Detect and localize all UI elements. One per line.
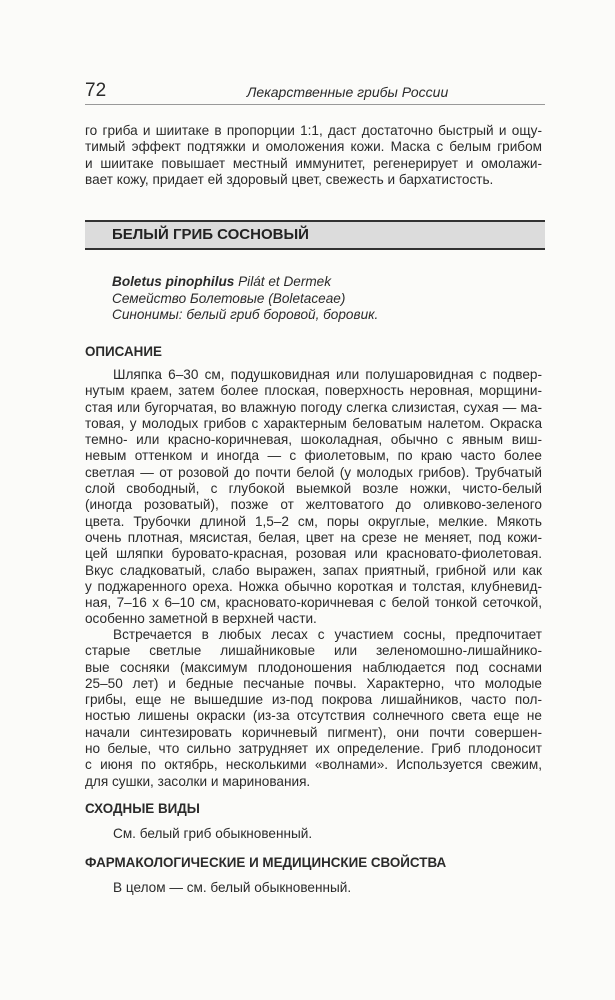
- running-title: Лекарственные грибы России: [246, 84, 449, 100]
- text-line: с июня по октябрь, несколькими «волнами». Используется свежим,: [85, 757, 542, 773]
- text-line: темно- или красно-коричневая, шоколадная, обычно с явным виш-: [85, 432, 542, 448]
- text-line: невым оттенком и иногда — с фиолетовым, по краю часто более: [85, 448, 542, 464]
- section-title: БЕЛЫЙ ГРИБ СОСНОВЫЙ: [112, 226, 309, 243]
- synonyms: Синонимы: белый гриб боровой, боровик.: [112, 307, 379, 322]
- page-number: 72: [85, 80, 107, 101]
- text-line: у поджаренного ореха. Ножка обычно короткая и толстая, клубневид-: [85, 578, 542, 594]
- text-line: ностью лишены окраски (из-за отсутствия солнечного света еще не: [85, 708, 542, 724]
- text-line: начали синтезировать коричневый пигмент), они почти совершен-: [85, 724, 542, 740]
- text-line: светлая — от розовой до почти белой (у молодых грибов). Трубчатый: [85, 464, 542, 480]
- text-line: цвета. Трубочки длиной 1,5–2 см, поры округлые, мелкие. Мякоть: [85, 513, 542, 529]
- latin-author: Pilát et Dermek: [234, 274, 332, 289]
- text-line: старые светлые лишайниковые или зеленомошно-лишайнико-: [85, 643, 542, 659]
- heading-pharmacological-properties: ФАРМАКОЛОГИЧЕСКИЕ И МЕДИЦИНСКИЕ СВОЙСТВА: [85, 855, 447, 870]
- text-line: очень плотная, мясистая, белая, цвет на срезе не меняет, под кожи-: [85, 529, 542, 545]
- text-line: нутым краем, затем более плоская, поверхность неровная, морщини-: [85, 383, 542, 399]
- latin-name-line: [112, 274, 378, 291]
- text-line: особенно заметной в верхней части.: [85, 611, 317, 627]
- text-line: Встречается в любых лесах с участием сосны, предпочитает: [113, 627, 542, 642]
- text-line: стая или бугорчатая, во влажную погоду слегка слизистая, сухая — ма-: [85, 399, 542, 415]
- heading-description: ОПИСАНИЕ: [85, 344, 162, 359]
- taxonomy-block: [112, 274, 378, 324]
- text-line: товая, у молодых грибов с характерным беловатым налетом. Окраска: [85, 415, 542, 431]
- text-line: Вкус сладковатый, слабо выражен, запах приятный, грибной или как: [85, 562, 542, 578]
- intro-paragraph: [85, 123, 542, 188]
- text-line: слой свободный, с глубокой выемкой возле ножки, чисто-белый: [85, 481, 542, 497]
- text-line: ная, 7–16 х 6–10 см, красновато-коричневая с белой тонкой сеточкой,: [85, 595, 542, 611]
- text-line: грибы, еще не вышедшие из-под покрова лишайников, часто пол-: [85, 692, 542, 708]
- family: Семейство Болетовые (Boletaceae): [112, 290, 346, 306]
- text-line: вает кожу, придает ей здоровый цвет, свежесть и бархатистость.: [85, 171, 494, 187]
- similar-species-text: См. белый гриб обыкновенный.: [113, 826, 313, 841]
- text-line: но белые, что сильно затрудняет их определение. Гриб плодоносит: [85, 741, 542, 757]
- text-line: вые сосняки (максимум плодоношения наблюдается под соснами: [85, 659, 542, 675]
- description-paragraph-1: [85, 367, 542, 628]
- pharmacological-text: В целом — см. белый обыкновенный.: [113, 880, 352, 895]
- description-paragraph-2: [85, 627, 542, 790]
- text-line: цей шляпки буровато-красная, розовая или красновато-фиолетовая.: [85, 546, 542, 562]
- header-rule: [85, 104, 545, 105]
- latin-name: Boletus pinophilus: [112, 274, 235, 289]
- text-line: 25–50 лет) и бедные песчаные почвы. Характерно, что молодые: [85, 675, 542, 691]
- text-line: Шляпка 6–30 см, подушковидная или полушаровидная с подвер-: [113, 367, 542, 382]
- text-line: тимый эффект подтяжки и омоложения кожи. Маска с белым грибом: [85, 139, 542, 155]
- text-line: (иногда розоватый), позже от желтоватого до оливково-зеленого: [85, 497, 542, 513]
- text-line: для сушки, засолки и маринования.: [85, 773, 311, 789]
- heading-similar-species: СХОДНЫЕ ВИДЫ: [85, 801, 200, 816]
- text-line: и шиитаке повышает местный иммунитет, регенерирует и омолажи-: [85, 155, 542, 171]
- text-line: го гриба и шиитаке в пропорции 1:1, даст достаточно быстрый и ощу-: [85, 123, 542, 138]
